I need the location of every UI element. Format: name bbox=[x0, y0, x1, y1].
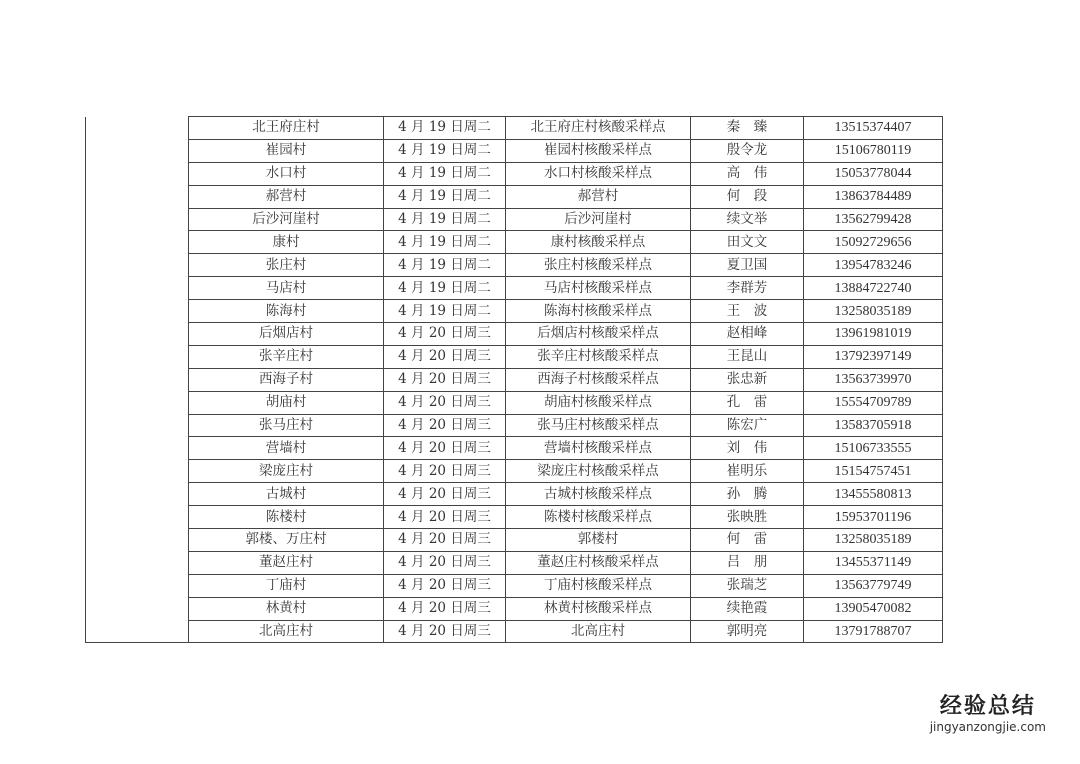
table-row bbox=[86, 391, 943, 414]
watermark-title: 经验总结 bbox=[939, 694, 1036, 719]
village-cell: 董赵庄村 bbox=[189, 551, 384, 574]
contact-cell: 崔明乐 bbox=[691, 460, 804, 483]
site-cell: 郭楼村 bbox=[506, 529, 691, 552]
contact-cell: 何 段 bbox=[691, 185, 804, 208]
phone-cell: 13954783246 bbox=[804, 254, 943, 277]
date-cell: 4 月 20 日周三 bbox=[384, 597, 506, 620]
date-cell: 4 月 19 日周二 bbox=[384, 185, 506, 208]
date-cell: 4 月 20 日周三 bbox=[384, 529, 506, 552]
contact-cell: 王昆山 bbox=[691, 345, 804, 368]
site-cell: 梁庞庄村核酸采样点 bbox=[506, 460, 691, 483]
table-row bbox=[86, 323, 943, 346]
site-cell: 张庄村核酸采样点 bbox=[506, 254, 691, 277]
phone-cell: 13563779749 bbox=[804, 574, 943, 597]
date-cell: 4 月 20 日周三 bbox=[384, 574, 506, 597]
watermark-url: jingyanzongjie.com bbox=[929, 720, 1046, 734]
village-cell: 古城村 bbox=[189, 483, 384, 506]
date-cell: 4 月 19 日周二 bbox=[384, 162, 506, 185]
village-cell: 马店村 bbox=[189, 277, 384, 300]
contact-cell: 秦 臻 bbox=[691, 117, 804, 140]
village-cell: 水口村 bbox=[189, 162, 384, 185]
village-cell: 郭楼、万庄村 bbox=[189, 529, 384, 552]
table-row bbox=[86, 368, 943, 391]
site-cell: 林黄村核酸采样点 bbox=[506, 597, 691, 620]
date-cell: 4 月 20 日周三 bbox=[384, 506, 506, 529]
date-cell: 4 月 20 日周三 bbox=[384, 483, 506, 506]
contact-cell: 张忠新 bbox=[691, 368, 804, 391]
site-cell: 胡庙村核酸采样点 bbox=[506, 391, 691, 414]
table-row bbox=[86, 414, 943, 437]
table-row bbox=[86, 574, 943, 597]
village-cell: 营墙村 bbox=[189, 437, 384, 460]
date-cell: 4 月 19 日周二 bbox=[384, 208, 506, 231]
phone-cell: 13791788707 bbox=[804, 620, 943, 643]
contact-cell: 郭明亮 bbox=[691, 620, 804, 643]
table-row bbox=[86, 300, 943, 323]
site-cell: 丁庙村核酸采样点 bbox=[506, 574, 691, 597]
village-cell: 后烟店村 bbox=[189, 323, 384, 346]
phone-cell: 15154757451 bbox=[804, 460, 943, 483]
table-row bbox=[86, 117, 943, 140]
contact-cell: 续艳霞 bbox=[691, 597, 804, 620]
contact-cell: 李群芳 bbox=[691, 277, 804, 300]
phone-cell: 15106780119 bbox=[804, 139, 943, 162]
site-cell: 后沙河崖村 bbox=[506, 208, 691, 231]
contact-cell: 何 雷 bbox=[691, 529, 804, 552]
contact-cell: 殷令龙 bbox=[691, 139, 804, 162]
phone-cell: 13961981019 bbox=[804, 323, 943, 346]
village-cell: 梁庞庄村 bbox=[189, 460, 384, 483]
village-cell: 崔园村 bbox=[189, 139, 384, 162]
site-cell: 崔园村核酸采样点 bbox=[506, 139, 691, 162]
village-cell: 北王府庄村 bbox=[189, 117, 384, 140]
phone-cell: 13455580813 bbox=[804, 483, 943, 506]
table-row bbox=[86, 483, 943, 506]
contact-cell: 王 波 bbox=[691, 300, 804, 323]
phone-cell: 13258035189 bbox=[804, 529, 943, 552]
site-cell: 马店村核酸采样点 bbox=[506, 277, 691, 300]
contact-cell: 陈宏广 bbox=[691, 414, 804, 437]
date-cell: 4 月 20 日周三 bbox=[384, 437, 506, 460]
village-cell: 郝营村 bbox=[189, 185, 384, 208]
sampling-schedule-table bbox=[85, 116, 943, 643]
contact-cell: 张瑞芝 bbox=[691, 574, 804, 597]
contact-cell: 夏卫国 bbox=[691, 254, 804, 277]
contact-cell: 孔 雷 bbox=[691, 391, 804, 414]
contact-cell: 刘 伟 bbox=[691, 437, 804, 460]
site-cell: 陈楼村核酸采样点 bbox=[506, 506, 691, 529]
watermark bbox=[930, 689, 1046, 734]
date-cell: 4 月 20 日周三 bbox=[384, 368, 506, 391]
table-row bbox=[86, 597, 943, 620]
phone-cell: 15053778044 bbox=[804, 162, 943, 185]
site-cell: 张马庄村核酸采样点 bbox=[506, 414, 691, 437]
table-row bbox=[86, 139, 943, 162]
table-row bbox=[86, 185, 943, 208]
table-row bbox=[86, 231, 943, 254]
site-cell: 北高庄村 bbox=[506, 620, 691, 643]
date-cell: 4 月 20 日周三 bbox=[384, 323, 506, 346]
phone-cell: 13792397149 bbox=[804, 345, 943, 368]
date-cell: 4 月 20 日周三 bbox=[384, 620, 506, 643]
table-row bbox=[86, 506, 943, 529]
village-cell: 康村 bbox=[189, 231, 384, 254]
village-cell: 丁庙村 bbox=[189, 574, 384, 597]
site-cell: 康村核酸采样点 bbox=[506, 231, 691, 254]
phone-cell: 13905470082 bbox=[804, 597, 943, 620]
site-cell: 西海子村核酸采样点 bbox=[506, 368, 691, 391]
table-row bbox=[86, 208, 943, 231]
table-row bbox=[86, 345, 943, 368]
date-cell: 4 月 19 日周二 bbox=[384, 117, 506, 140]
phone-cell: 13562799428 bbox=[804, 208, 943, 231]
date-cell: 4 月 19 日周二 bbox=[384, 254, 506, 277]
phone-cell: 13515374407 bbox=[804, 117, 943, 140]
phone-cell: 13583705918 bbox=[804, 414, 943, 437]
date-cell: 4 月 20 日周三 bbox=[384, 345, 506, 368]
phone-cell: 13258035189 bbox=[804, 300, 943, 323]
table-row bbox=[86, 277, 943, 300]
site-cell: 水口村核酸采样点 bbox=[506, 162, 691, 185]
village-cell: 张辛庄村 bbox=[189, 345, 384, 368]
table-row bbox=[86, 162, 943, 185]
date-cell: 4 月 19 日周二 bbox=[384, 300, 506, 323]
table-row bbox=[86, 437, 943, 460]
phone-cell: 13884722740 bbox=[804, 277, 943, 300]
contact-cell: 田文文 bbox=[691, 231, 804, 254]
village-cell: 张庄村 bbox=[189, 254, 384, 277]
village-cell: 张马庄村 bbox=[189, 414, 384, 437]
site-cell: 古城村核酸采样点 bbox=[506, 483, 691, 506]
date-cell: 4 月 19 日周二 bbox=[384, 231, 506, 254]
site-cell: 张辛庄村核酸采样点 bbox=[506, 345, 691, 368]
site-cell: 北王府庄村核酸采样点 bbox=[506, 117, 691, 140]
date-cell: 4 月 20 日周三 bbox=[384, 414, 506, 437]
village-cell: 陈海村 bbox=[189, 300, 384, 323]
contact-cell: 高 伟 bbox=[691, 162, 804, 185]
phone-cell: 15092729656 bbox=[804, 231, 943, 254]
date-cell: 4 月 20 日周三 bbox=[384, 460, 506, 483]
village-cell: 林黄村 bbox=[189, 597, 384, 620]
phone-cell: 13863784489 bbox=[804, 185, 943, 208]
merged-blank-cell bbox=[86, 117, 189, 643]
date-cell: 4 月 19 日周二 bbox=[384, 277, 506, 300]
village-cell: 胡庙村 bbox=[189, 391, 384, 414]
village-cell: 后沙河崖村 bbox=[189, 208, 384, 231]
site-cell: 营墙村核酸采样点 bbox=[506, 437, 691, 460]
contact-cell: 孙 腾 bbox=[691, 483, 804, 506]
contact-cell: 吕 朋 bbox=[691, 551, 804, 574]
contact-cell: 续文举 bbox=[691, 208, 804, 231]
phone-cell: 15106733555 bbox=[804, 437, 943, 460]
table-row bbox=[86, 551, 943, 574]
date-cell: 4 月 20 日周三 bbox=[384, 391, 506, 414]
contact-cell: 张映胜 bbox=[691, 506, 804, 529]
table-row bbox=[86, 620, 943, 643]
site-cell: 陈海村核酸采样点 bbox=[506, 300, 691, 323]
village-cell: 北高庄村 bbox=[189, 620, 384, 643]
site-cell: 董赵庄村核酸采样点 bbox=[506, 551, 691, 574]
table-row bbox=[86, 254, 943, 277]
date-cell: 4 月 20 日周三 bbox=[384, 551, 506, 574]
table-row bbox=[86, 460, 943, 483]
date-cell: 4 月 19 日周二 bbox=[384, 139, 506, 162]
phone-cell: 13563739970 bbox=[804, 368, 943, 391]
contact-cell: 赵相峰 bbox=[691, 323, 804, 346]
phone-cell: 13455371149 bbox=[804, 551, 943, 574]
site-cell: 后烟店村核酸采样点 bbox=[506, 323, 691, 346]
village-cell: 西海子村 bbox=[189, 368, 384, 391]
site-cell: 郝营村 bbox=[506, 185, 691, 208]
phone-cell: 15953701196 bbox=[804, 506, 943, 529]
phone-cell: 15554709789 bbox=[804, 391, 943, 414]
village-cell: 陈楼村 bbox=[189, 506, 384, 529]
table-row bbox=[86, 529, 943, 552]
